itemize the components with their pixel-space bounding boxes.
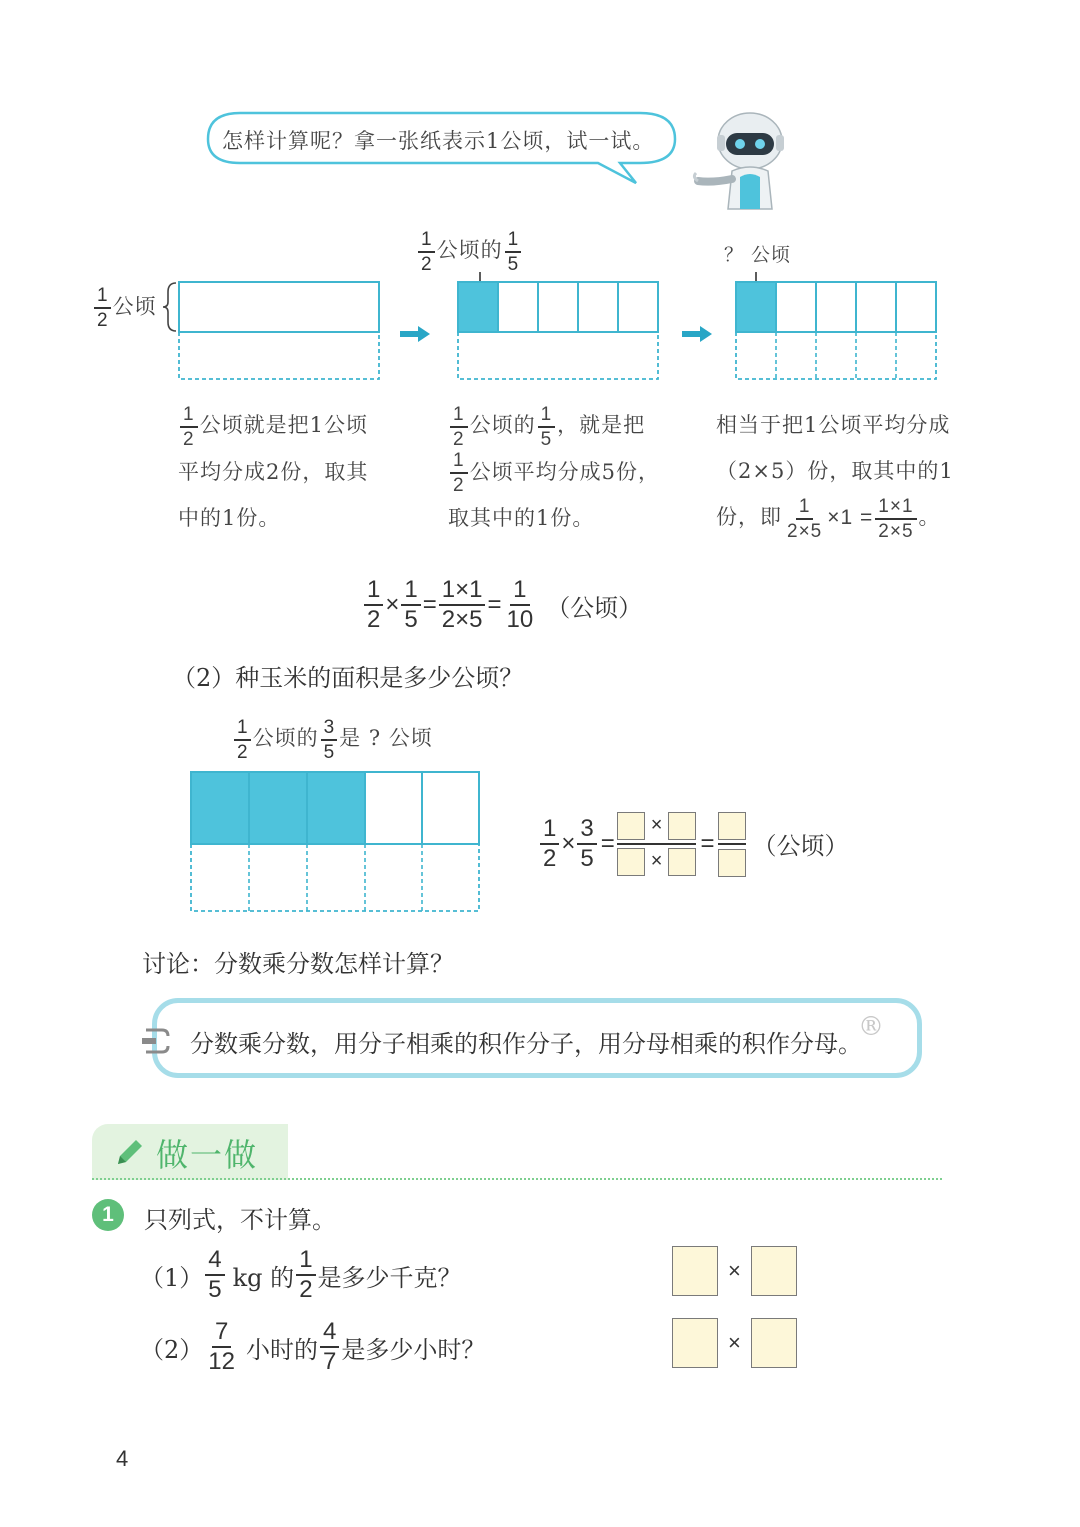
blank-fraction-result xyxy=(718,810,746,877)
answer-box[interactable] xyxy=(668,848,696,876)
answer-box[interactable] xyxy=(672,1318,718,1368)
diagram-half-hectare xyxy=(162,280,387,384)
robot-icon xyxy=(692,105,792,213)
equation-two: $\frac{1}{2}$ × $\frac{3}{5}$ = × × = （公顷） xyxy=(538,810,848,877)
answer-box[interactable] xyxy=(672,1246,718,1296)
diagram3-top-label: ？ 公顷 xyxy=(724,244,792,266)
speech-text: 怎样计算呢？拿一张纸表示1公顷，试一试。 xyxy=(222,129,655,153)
diagram-one-fifth-of-half xyxy=(455,270,665,384)
equation-one: $\frac{1}{2}$ × $\frac{1}{5}$ = $\frac{1\times 1}{2\times 5}$ = $\frac{1}{10}$ （公顷） xyxy=(362,578,642,632)
diagram-three-fifths xyxy=(188,770,484,916)
answer-box[interactable] xyxy=(751,1246,797,1296)
registered-mark: ® xyxy=(858,1012,884,1042)
diagram2-top-label: $\frac{1}{2}$ 公顷的 $\frac{1}{5}$ xyxy=(416,230,523,274)
answer-box[interactable] xyxy=(718,812,746,840)
answer-box[interactable] xyxy=(718,849,746,877)
rule-text: 分数乘分数，用分子相乘的积作分子，用分母相乘的积作分母。 xyxy=(190,1030,862,1058)
question-2: （2）种玉米的面积是多少公顷？ xyxy=(172,664,524,692)
answer-row-q1: × xyxy=(672,1246,797,1296)
arrow-right-icon xyxy=(682,326,712,342)
answer-box[interactable] xyxy=(668,812,696,840)
exercise-number-badge: 1 xyxy=(92,1199,124,1231)
answer-box[interactable] xyxy=(751,1318,797,1368)
answer-box[interactable] xyxy=(617,848,645,876)
blank-fraction-product: × × xyxy=(617,812,697,876)
caption-3: 相当于把1公顷平均分成 （2×5）份，取其中的1 份，即 $\frac{1}{2\times 5}$ ×1 = $\frac{1\times 1}{2\times 5}$ 。 xyxy=(716,413,954,542)
exercise-instruction: 只列式，不计算。 xyxy=(144,1206,336,1234)
exercise-q2: （2） $\frac{7}{12}$ 小时的 $\frac{4}{7}$ 是多少小时？ xyxy=(140,1318,486,1375)
caption-2: $\frac{1}{2}$ 公顷的 $\frac{1}{5}$ ，就是把 $\frac{1}{2}$ 公顷平均分成5份， 取其中的1份。 xyxy=(448,403,660,530)
answer-box[interactable] xyxy=(617,812,645,840)
section-divider xyxy=(92,1178,942,1180)
half-hectare-label: $\frac{1}{2}$ 公顷 xyxy=(92,286,157,330)
caption-1: $\frac{1}{2}$ 公顷就是把1公顷 平均分成2份，取其 中的1份。 xyxy=(178,403,369,530)
pencil-icon xyxy=(112,1134,148,1170)
diagram-tenths xyxy=(733,270,943,384)
section-title: 做一做 xyxy=(156,1136,259,1174)
binder-clip-icon xyxy=(142,1024,172,1058)
arrow-right-icon xyxy=(400,326,430,342)
discussion-prompt: 讨论：分数乘分数怎样计算？ xyxy=(142,950,454,978)
exercise-q1: （1） $\frac{4}{5}$ kg 的 $\frac{1}{2}$ 是多少千克？ xyxy=(140,1246,462,1303)
page-number: 4 xyxy=(116,1446,129,1471)
diagram4-top-label: $\frac{1}{2}$ 公顷的 $\frac{3}{5}$ 是 ? 公顷 xyxy=(232,718,433,762)
answer-row-q2: × xyxy=(672,1318,797,1368)
